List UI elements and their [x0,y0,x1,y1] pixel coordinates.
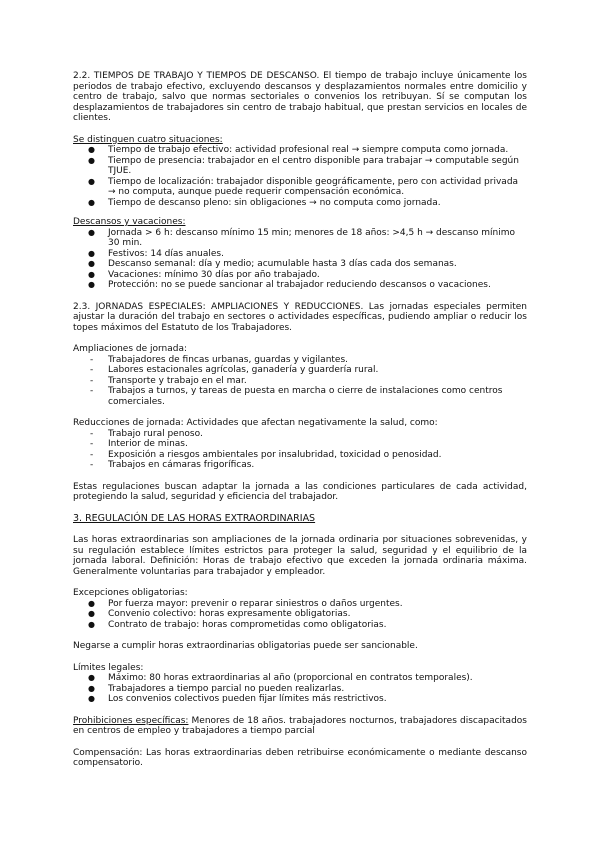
situaciones-heading: Se distinguen cuatro situaciones: [73,134,223,145]
excepciones-heading: Excepciones obligatorias: [73,588,188,598]
list-item: ● Por fuerza mayor: prevenir o reparar siniestros o daños urgentes. [73,599,527,610]
list-item: ● Vacaciones: mínimo 30 días por año trabajado. [73,270,527,281]
list-item: - Labores estacionales agrícolas, ganadería y guardería rural. [73,365,527,376]
list-item: ● Máximo: 80 horas extraordinarias al año (proporcional en contratos temporales). [73,673,527,684]
section-3-intro: Las horas extraordinarias son ampliaciones de la jornada ordinaria por situaciones sobrevenidas, y su regulación establece límites estrictos para proteger la salud, seguridad y el equilibrio de la jornada laboral. Definición: Horas de trabajo efectivo que exceden la jornada ordinaria máxima. Generalmente voluntarias para trabajador y empleador. [73,535,527,577]
list-item: ● Protección: no se puede sancionar al trabajador reduciendo descansos o vacaciones. [73,280,527,291]
limites-list [73,673,527,705]
list-item: - Trabajos en cámaras frigoríficas. [73,460,527,471]
section-2-3-intro: 2.3. JORNADAS ESPECIALES: AMPLIACIONES Y REDUCCIONES. Las jornadas especiales permiten ajustar la duración del trabajo en sectores o actividades específicas, pudiendo ampliar o reducir los topes máximos del Estatuto de los Trabajadores. [73,301,527,333]
reducciones-list [73,429,527,471]
list-item: ● Festivos: 14 días anuales. [73,249,527,260]
list-item: - Trabajos a turnos, y tareas de puesta en marcha o cierre de instalaciones como centros comerciales. [73,386,527,407]
list-item: - Trabajo rural penoso. [73,429,527,440]
excepciones-list [73,599,527,631]
prohibiciones-paragraph: Prohibiciones específicas: Menores de 18 años. trabajadores nocturnos, trabajadores discapacitados en centros de empleo y trabajadores a tiempo parcial [73,715,527,736]
list-item: ● Contrato de trabajo: horas comprometidas como obligatorias. [73,620,527,631]
section-3-title: 3. REGULACIÓN DE LAS HORAS EXTRAORDINARIAS [73,512,316,524]
section-2-2-title: 2.2. TIEMPOS DE TRABAJO Y TIEMPOS DE DESCANSO. [73,71,320,81]
list-item: ● Tiempo de descanso pleno: sin obligaciones → no computa como jornada. [73,198,527,209]
list-item: ● Jornada > 6 h: descanso mínimo 15 min; menores de 18 años: >4,5 h → descanso mínimo 30 min. [73,228,527,249]
list-item: ● Tiempo de presencia: trabajador en el centro disponible para trabajar → computable según TJUE. [73,156,527,177]
document-page [73,71,527,769]
ampliaciones-list [73,355,527,408]
limites-heading: Límites legales: [73,662,144,673]
section-2-2-intro: 2.2. TIEMPOS DE TRABAJO Y TIEMPOS DE DESCANSO. El tiempo de trabajo incluye únicamente los periodos de trabajo efectivo, excluyendo descansos y desplazamientos normales entre domicilio y centro de trabajo, salvo que normas sectoriales o convenios los retribuyan. Sí se computan los desplazamientos de trabajadores sin centro de trabajo habitual, que prestan servicios en locales de clientes. [73,71,527,123]
compensacion-paragraph: Compensación: Las horas extraordinarias deben retribuirse económicamente o mediante descanso compensatorio. [73,747,527,768]
section-2-3-conclusion: Estas regulaciones buscan adaptar la jornada a las condiciones particulares de cada actividad, protegiendo la salud, seguridad y eficiencia del trabajador. [73,481,527,502]
list-item: ● Trabajadores a tiempo parcial no pueden realizarlas. [73,684,527,695]
list-item: ● Descanso semanal: día y medio; acumulable hasta 3 días cada dos semanas. [73,259,527,270]
situaciones-list [73,145,527,208]
descansos-heading: Descansos y vacaciones: [73,217,186,227]
reducciones-heading: Reducciones de jornada: Actividades que afectan negativamente la salud, como: [73,418,438,428]
descansos-list [73,228,527,291]
list-item: ● Tiempo de trabajo efectivo: actividad profesional real → siempre computa como jornada. [73,145,527,156]
list-item: ● Tiempo de localización: trabajador disponible geográficamente, pero con actividad privada → no computa, aunque puede requerir compensación económica. [73,177,527,198]
list-item: - Transporte y trabajo en el mar. [73,376,527,387]
section-2-3-title: 2.3. JORNADAS ESPECIALES: AMPLIACIONES Y REDUCCIONES. [73,301,364,312]
ampliaciones-heading: Ampliaciones de jornada: [73,344,188,354]
list-item: ● Convenio colectivo: horas expresamente obligatorias. [73,609,527,620]
list-item: - Interior de minas. [73,439,527,450]
list-item: - Trabajadores de fincas urbanas, guardas y vigilantes. [73,355,527,366]
negarse-paragraph: Negarse a cumplir horas extraordinarias obligatorias puede ser sancionable. [73,641,418,651]
prohibiciones-label: Prohibiciones específicas: [73,715,189,726]
list-item: - Exposición a riesgos ambientales por insalubridad, toxicidad o penosidad. [73,450,527,461]
list-item: ● Los convenios colectivos pueden fijar límites más restrictivos. [73,694,527,705]
